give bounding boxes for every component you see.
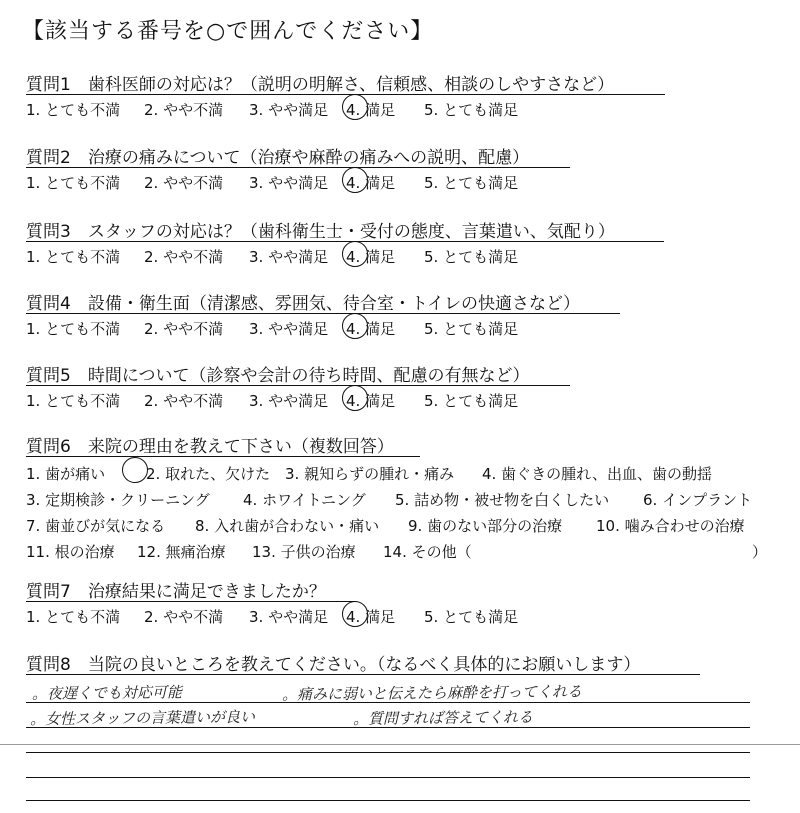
q6-option[interactable]: 4. 歯ぐきの腫れ、出血、歯の動揺	[482, 465, 712, 483]
question-title: 質問2 治療の痛みについて（治療や麻酔の痛みへの説明、配慮）	[26, 148, 530, 168]
q6-option[interactable]: 12. 無痛治療	[137, 543, 226, 561]
answer-line	[26, 777, 750, 778]
question-title: 質問7 治療結果に満足できましたか？	[26, 582, 326, 602]
question-underline	[26, 94, 665, 95]
question-title: 質問8 当院の良いところを教えてください。（なるべく具体的にお願いします）	[26, 655, 641, 675]
scale-option[interactable]: 1. とても不満	[26, 608, 121, 626]
scale-option[interactable]: 2. やや不満	[144, 608, 224, 626]
scale-option[interactable]: 5. とても満足	[424, 392, 519, 410]
q6-option[interactable]: 3. 親知らずの腫れ・痛み	[285, 465, 455, 483]
question-underline	[26, 313, 620, 314]
q6-option[interactable]: 7. 歯並びが気になる	[26, 517, 166, 535]
q6-option[interactable]: 8. 入れ歯が合わない・痛い	[195, 517, 380, 535]
paper-edge	[0, 744, 800, 745]
question-title: 質問3 スタッフの対応は？（歯科衛生士・受付の態度、言葉遣い、気配り）	[26, 222, 615, 242]
q6-option[interactable]: 3. 定期検診・クリーニング	[26, 491, 210, 509]
scale-option[interactable]: 4. 満足	[346, 608, 396, 626]
scale-option[interactable]: 5. とても満足	[424, 174, 519, 192]
scale-option[interactable]: 2. やや不満	[144, 320, 224, 338]
question-title: 質問5 時間について（診察や会計の待ち時間、配慮の有無など）	[26, 366, 530, 386]
scale-option[interactable]: 1. とても不満	[26, 248, 121, 266]
scale-option[interactable]: 1. とても不満	[26, 174, 121, 192]
scale-option[interactable]: 4. 満足	[346, 174, 396, 192]
q6-option[interactable]: 1. 歯が痛い	[26, 465, 106, 483]
question-underline	[26, 167, 570, 168]
question-underline	[26, 601, 356, 602]
scale-option[interactable]: 2. やや不満	[144, 101, 224, 119]
answer-circle	[342, 313, 368, 339]
question-underline	[26, 674, 700, 675]
handwritten-answer: 。女性スタッフの言葉遣いが良い	[29, 707, 256, 729]
answer-circle	[342, 385, 368, 411]
handwritten-answer: 。痛みに弱いと伝えたら麻酔を打ってくれる	[281, 682, 583, 704]
q6-option[interactable]: 11. 根の治療	[26, 543, 115, 561]
answer-circle	[122, 457, 148, 483]
scale-option[interactable]: 3. やや満足	[249, 101, 329, 119]
q6-option[interactable]: 6. インプラント	[643, 491, 753, 509]
q6-option-close: ）	[752, 543, 768, 561]
handwritten-answer: 。質問すれば答えてくれる	[352, 708, 534, 728]
answer-line	[26, 800, 750, 801]
q6-option[interactable]: 14. その他（	[383, 543, 472, 561]
answer-circle	[342, 601, 368, 627]
q6-option[interactable]: 2. 取れた、欠けた	[146, 465, 271, 483]
scale-option[interactable]: 3. やや満足	[249, 174, 329, 192]
question-title: 質問1 歯科医師の対応は？（説明の明解さ、信頼感、相談のしやすさなど）	[26, 75, 615, 95]
q6-option[interactable]: 10. 噛み合わせの治療	[596, 517, 745, 535]
answer-circle	[342, 94, 368, 120]
question-underline	[26, 385, 570, 386]
question-underline	[26, 456, 420, 457]
handwritten-answer: 。夜遅くでも対応可能	[31, 683, 183, 703]
q6-option[interactable]: 13. 子供の治療	[252, 543, 356, 561]
scale-option[interactable]: 1. とても不満	[26, 320, 121, 338]
scale-option[interactable]: 3. やや満足	[249, 608, 329, 626]
q6-option[interactable]: 4. ホワイトニング	[243, 491, 366, 509]
question-underline	[26, 241, 664, 242]
question-title: 質問4 設備・衛生面（清潔感、雰囲気、待合室・トイレの快適さなど）	[26, 294, 580, 314]
scale-option[interactable]: 5. とても満足	[424, 101, 519, 119]
answer-circle	[342, 167, 368, 193]
scale-option[interactable]: 4. 満足	[346, 320, 396, 338]
scale-option[interactable]: 4. 満足	[346, 392, 396, 410]
scale-option[interactable]: 1. とても不満	[26, 392, 121, 410]
answer-line	[26, 752, 750, 753]
scale-option[interactable]: 2. やや不満	[144, 392, 224, 410]
scale-option[interactable]: 4. 満足	[346, 101, 396, 119]
q6-option[interactable]: 5. 詰め物・被せ物を白くしたい	[395, 491, 610, 509]
scale-option[interactable]: 2. やや不満	[144, 174, 224, 192]
scale-option[interactable]: 5. とても満足	[424, 608, 519, 626]
scale-option[interactable]: 5. とても満足	[424, 248, 519, 266]
scale-option[interactable]: 3. やや満足	[249, 248, 329, 266]
scale-option[interactable]: 2. やや不満	[144, 248, 224, 266]
question-title: 質問6 来院の理由を教えて下さい（複数回答）	[26, 437, 394, 457]
scale-option[interactable]: 3. やや満足	[249, 320, 329, 338]
scale-option[interactable]: 1. とても不満	[26, 101, 121, 119]
scale-option[interactable]: 5. とても満足	[424, 320, 519, 338]
q6-option[interactable]: 9. 歯のない部分の治療	[408, 517, 563, 535]
page-title: 【該当する番号を○で囲んでください】	[22, 19, 434, 44]
scale-option[interactable]: 4. 満足	[346, 248, 396, 266]
scale-option[interactable]: 3. やや満足	[249, 392, 329, 410]
answer-circle	[342, 241, 368, 267]
